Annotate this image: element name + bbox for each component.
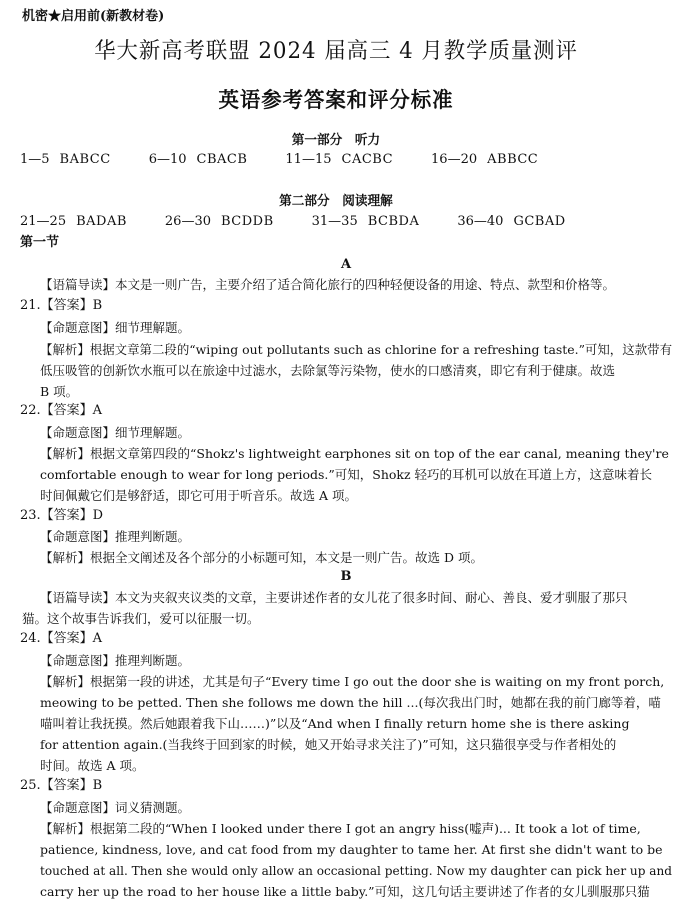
- part1-answers: [20, 151, 576, 169]
- answer-range: 36—40: [457, 214, 504, 229]
- passage-a-guide: 【语篇导读】本文是一则广告，主要介绍了适合简化旅行的四种轻便设备的用途、特点、款型和价格等。: [40, 277, 616, 292]
- q24-analysis-line: 喵叫着让我抚摸。然后她跟着我下山……)”以及“And when I finally return home she is there asking: [40, 716, 630, 731]
- q23-intent: 【命题意图】推理判断题。: [40, 529, 191, 544]
- answer-values: BABCC: [59, 152, 111, 167]
- q22-intent: 【命题意图】细节理解题。: [40, 425, 191, 440]
- part2-answers: [20, 213, 604, 231]
- q22-analysis-line: 【解析】根据文章第四段的“Shokz's lightweight earphones sit on top of the ear canal, meaning they're: [40, 446, 669, 461]
- q24-answer: 24.【答案】A: [20, 631, 103, 646]
- q23-analysis-line: 【解析】根据全文阐述及各个部分的小标题可知，本文是一则广告。故选 D 项。: [40, 550, 483, 565]
- part2-heading: 第二部分 阅读理解: [279, 194, 393, 209]
- passage-b-guide-line: 猫。这个故事告诉我们，爱可以征服一切。: [22, 611, 260, 626]
- confidential-label: 机密★启用前(新教材卷): [22, 9, 165, 24]
- q21-analysis-line: 低压吸管的创新饮水瓶可以在旅途中过滤水，去除氯等污染物，使水的口感清爽，即它有利于健康。故选: [40, 363, 616, 378]
- q25-analysis-line: carry her up the road to her house like a little baby.”可知，这几句话主要讲述了作者的女儿驯服那只猫: [40, 884, 650, 899]
- q21-answer: 21.【答案】B: [20, 298, 103, 313]
- answer-values: BCBDA: [367, 214, 420, 229]
- answer-range: 11—15: [285, 152, 332, 167]
- q25-analysis-line: patience, kindness, love, and cat food from my daughter to tame her. At first she didn't want to be: [40, 842, 663, 857]
- document-subtitle: 英语参考答案和评分标准: [218, 87, 454, 112]
- q24-intent: 【命题意图】推理判断题。: [40, 653, 191, 668]
- q23-answer: 23.【答案】D: [20, 508, 104, 523]
- q24-analysis-line: 【解析】根据第一段的讲述，尤其是句子“Every time I go out the door she is waiting on my front porch,: [40, 674, 665, 689]
- q21-intent: 【命题意图】细节理解题。: [40, 320, 191, 335]
- q25-intent: 【命题意图】词义猜测题。: [40, 800, 191, 815]
- section-label: 第一节: [20, 235, 60, 250]
- q21-analysis-line: B 项。: [40, 384, 79, 399]
- q21-analysis-line: 【解析】根据文章第二段的“wiping out pollutants such as chlorine for a refreshing taste.”可知，这款带有: [40, 342, 673, 357]
- answer-range: 31—35: [311, 214, 358, 229]
- q25-answer: 25.【答案】B: [20, 778, 103, 793]
- q22-answer: 22.【答案】A: [20, 403, 103, 418]
- q25-analysis-line: 【解析】根据第二段的“When I looked under there I got an angry hiss(嘘声)... It took a lot of time,: [40, 821, 641, 836]
- answer-range: 6—10: [148, 152, 187, 167]
- answer-range: 16—20: [431, 152, 478, 167]
- exam-title: 华大新高考联盟 2024 届高三 4 月教学质量测评: [94, 39, 578, 64]
- answer-range: 1—5: [20, 152, 50, 167]
- answer-range: 21—25: [20, 214, 67, 229]
- q22-analysis-line: comfortable enough to wear for long periods.”可知，Shokz 轻巧的耳机可以放在耳道上方，这意味着长: [40, 467, 653, 482]
- q22-analysis-line: 时间佩戴它们是够舒适，即它可用于听音乐。故选 A 项。: [40, 488, 357, 503]
- q24-analysis-line: 时间。故选 A 项。: [40, 758, 145, 773]
- q24-analysis-line: meowing to be petted. Then she follows me down the hill ...(每次我出门时，她都在我的前门廊等着，喵: [40, 695, 661, 710]
- answer-values: BADAB: [76, 214, 127, 229]
- answer-values: BCDDB: [221, 214, 274, 229]
- answer-values: ABBCC: [487, 152, 539, 167]
- answer-values: CBACB: [196, 152, 248, 167]
- q25-analysis-line: touched at all. Then she would only allow an occasional petting. Now my daughter can pick her up and: [40, 863, 672, 878]
- passage-b-letter: B: [340, 569, 352, 584]
- answer-range: 26—30: [164, 214, 211, 229]
- passage-a-letter: A: [340, 257, 352, 272]
- answer-values: CACBC: [341, 152, 394, 167]
- answer-values: GCBAD: [513, 214, 566, 229]
- passage-b-guide-line: 【语篇导读】本文为夹叙夹议类的文章，主要讲述作者的女儿花了很多时间、耐心、善良、爱才驯服了那只: [40, 590, 628, 605]
- q24-analysis-line: for attention again.(当我终于回到家的时候，她又开始寻求关注了)”可知，这只猫很享受与作者相处的: [40, 737, 617, 752]
- part1-heading: 第一部分 听力: [291, 133, 381, 148]
